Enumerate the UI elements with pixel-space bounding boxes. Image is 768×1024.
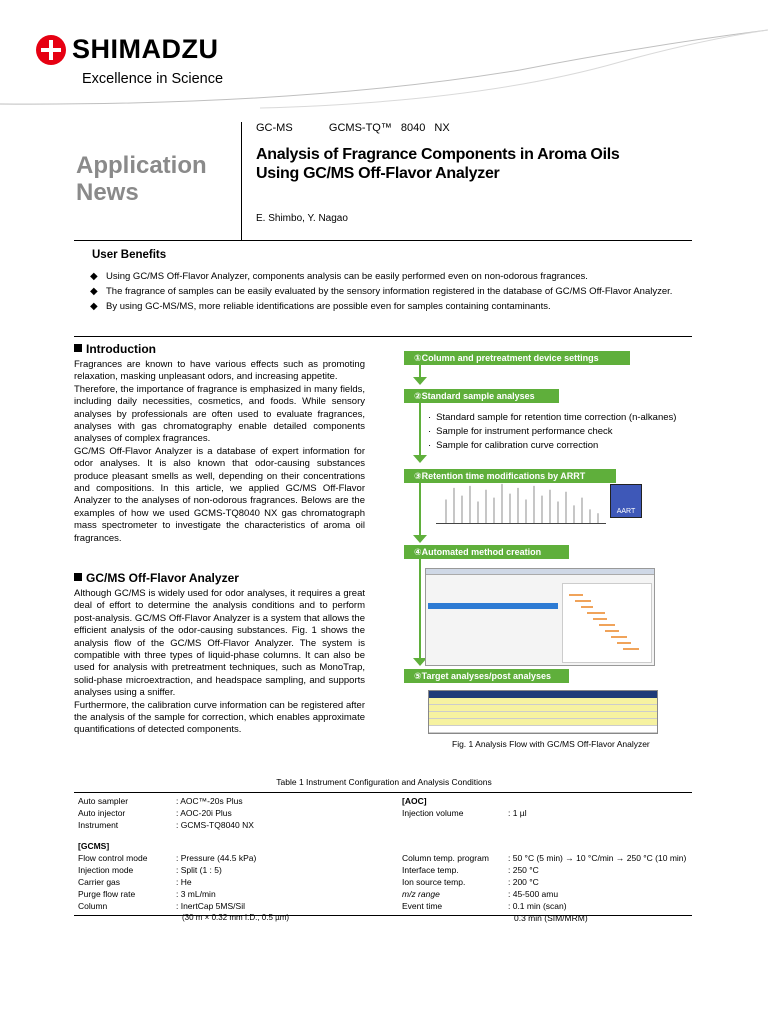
flow-step-5: ⑤Target analyses/post analyses: [404, 669, 569, 683]
table-cell: : 0.1 min (scan): [508, 901, 567, 911]
product-line: GC-MS GCMS-TQ™ 8040 NX: [256, 122, 450, 134]
document-type: Application News: [76, 152, 207, 206]
offflavor-heading: GC/MS Off-Flavor Analyzer: [74, 571, 239, 585]
table-cell: Auto injector: [78, 808, 126, 818]
gantt-chart-image: [563, 584, 651, 662]
table-cell: : 45-500 amu: [508, 889, 559, 899]
table-cell: m/z range: [402, 889, 440, 899]
list-item: ◆ By using GC-MS/MS, more reliable identifications are possible even for samples containing contaminants.: [90, 300, 685, 314]
results-table-image: [428, 690, 658, 734]
table-cell: Event time: [402, 901, 443, 911]
table-cell: : He: [176, 877, 192, 887]
table-cell: Injection volume: [402, 808, 464, 818]
table-section-heading: [GCMS]: [78, 841, 110, 851]
list-item: ◆ Using GC/MS Off-Flavor Analyzer, components analysis can be easily performed even on non-odorous fragrances.: [90, 270, 685, 284]
header-divider: [241, 122, 242, 240]
table-cell: Interface temp.: [402, 865, 459, 875]
introduction-text: [74, 359, 365, 545]
table-cell: Instrument: [78, 820, 119, 830]
figure-caption: Fig. 1 Analysis Flow with GC/MS Off-Flavor Analyzer: [452, 739, 650, 749]
flow-step-2: ②Standard sample analyses: [404, 389, 559, 403]
table-cell: : Split (1 : 5): [176, 865, 222, 875]
brand-tagline: Excellence in Science: [82, 71, 224, 87]
paragraph: Although GC/MS is widely used for odor analyses, it requires a great deal of effort to determine the analysis conditions and to perform post-analysis. GC/MS Off-Flavor Analyzer is a system that allows the efficient analysis of the odor-causing substances. Fig. 1 shows the analysis flow of the GC/MS Off-Flavor Analyzer. The system is compatible with three types of liquid-phase columns. It can also be used for analysis with pretreatment techniques, such as MonoTrap, solid-phase microextraction, and headspace sampling, and supports analyses using a sniffer.: [74, 588, 365, 699]
table-cell: : 200 °C: [508, 877, 539, 887]
flow-step-1: ①Column and pretreatment device settings: [404, 351, 630, 365]
standard-sample-list: [428, 411, 676, 453]
user-benefits-list: [90, 270, 685, 315]
table-caption: Table 1 Instrument Configuration and Analysis Conditions: [276, 777, 492, 787]
table-cell: : AOC™-20s Plus: [176, 796, 243, 806]
table-cell: Flow control mode: [78, 853, 148, 863]
table-cell: : Pressure (44.5 kPa): [176, 853, 257, 863]
table-cell: Ion source temp.: [402, 877, 466, 887]
flow-step-4: ④Automated method creation: [404, 545, 569, 559]
brand-name: SHIMADZU: [72, 34, 219, 64]
table-cell: : AOC-20i Plus: [176, 808, 232, 818]
table-cell: : 3 mL/min: [176, 889, 216, 899]
down-arrow-icon: [413, 455, 427, 463]
table-section-heading: [AOC]: [402, 796, 427, 806]
flow-connector: [419, 403, 421, 456]
down-arrow-icon: [413, 377, 427, 385]
table-cell: : 250 °C: [508, 865, 539, 875]
table-cell: : GCMS-TQ8040 NX: [176, 820, 254, 830]
offflavor-text: [74, 588, 365, 737]
shimadzu-logo-icon: [36, 35, 66, 65]
table-cell: (30 m × 0.32 mm I.D., 0.5 µm): [182, 913, 290, 922]
square-bullet-icon: [74, 573, 82, 581]
table-cell: : InertCap 5MS/Sil: [176, 901, 245, 911]
user-benefits-heading: User Benefits: [92, 249, 167, 261]
down-arrow-icon: [413, 535, 427, 543]
list-item: · Sample for instrument performance check: [428, 425, 676, 439]
table-cell: Carrier gas: [78, 877, 121, 887]
authors: E. Shimbo, Y. Nagao: [256, 213, 348, 224]
table-cell: Column: [78, 901, 108, 911]
paragraph: Fragrances are known to have various effects such as promoting relaxation, masking unpleasant odors, and increasing appetite.: [74, 359, 365, 383]
table-row: Auto sampler: [78, 796, 129, 806]
square-bullet-icon: [74, 344, 82, 352]
table-cell: : 1 µl: [508, 808, 527, 818]
paragraph: Therefore, the importance of fragrance is emphasized in many fields, including daily necessities, cosmetics, and foods. While sensory analyses by professionals are often used to evaluate fragrances, analyses with gas chromatography enable detailed components analyses of complex fragrances.: [74, 383, 365, 445]
table-cell: 0.3 min (SIM/MRM): [514, 913, 588, 923]
table-cell: : 50 °C (5 min) → 10 °C/min → 250 °C (10 min): [508, 853, 687, 863]
flow-step-3: ③Retention time modifications by ARRT: [404, 469, 616, 483]
paragraph: Furthermore, the calibration curve information can be registered after the analysis of the sample for correction, which enables approximate quantifications of detected components.: [74, 699, 365, 736]
configuration-table: [74, 792, 692, 923]
introduction-heading: Introduction: [74, 342, 156, 356]
aart-software-icon: AART: [610, 484, 642, 518]
chromatogram-image: [436, 480, 606, 524]
flow-connector: [419, 559, 421, 659]
list-item: · Sample for calibration curve correction: [428, 439, 676, 453]
list-item: · Standard sample for retention time correction (n-alkanes): [428, 411, 676, 425]
table-cell: Purge flow rate: [78, 889, 136, 899]
user-benefits-box: [74, 240, 692, 337]
table-cell: Injection mode: [78, 865, 134, 875]
paragraph: GC/MS Off-Flavor Analyzer is a database of expert information for odor analyses. It is also known that odor-causing substances produce pleasant smells as well, depending on their concentrations and compositions. In this article, we applied GC/MS Off-Flavor Analyzer to the analyses of non-odorous fragrances. Belows are the examples of how we used GCMS-TQ8040 NX gas chromatograph mass spectrometer to investigate the characteristics of aroma oil fragrances.: [74, 445, 365, 544]
method-creation-screenshot: [425, 568, 655, 666]
page-title: Analysis of Fragrance Components in Aroma Oils Using GC/MS Off-Flavor Analyzer: [256, 146, 620, 182]
list-item: ◆ The fragrance of samples can be easily evaluated by the sensory information registered in the database of GC/MS Off-Flavor Analyzer.: [90, 285, 685, 299]
brand-logo: [36, 34, 223, 87]
table-cell: Column temp. program: [402, 853, 489, 863]
flow-connector: [419, 483, 421, 536]
